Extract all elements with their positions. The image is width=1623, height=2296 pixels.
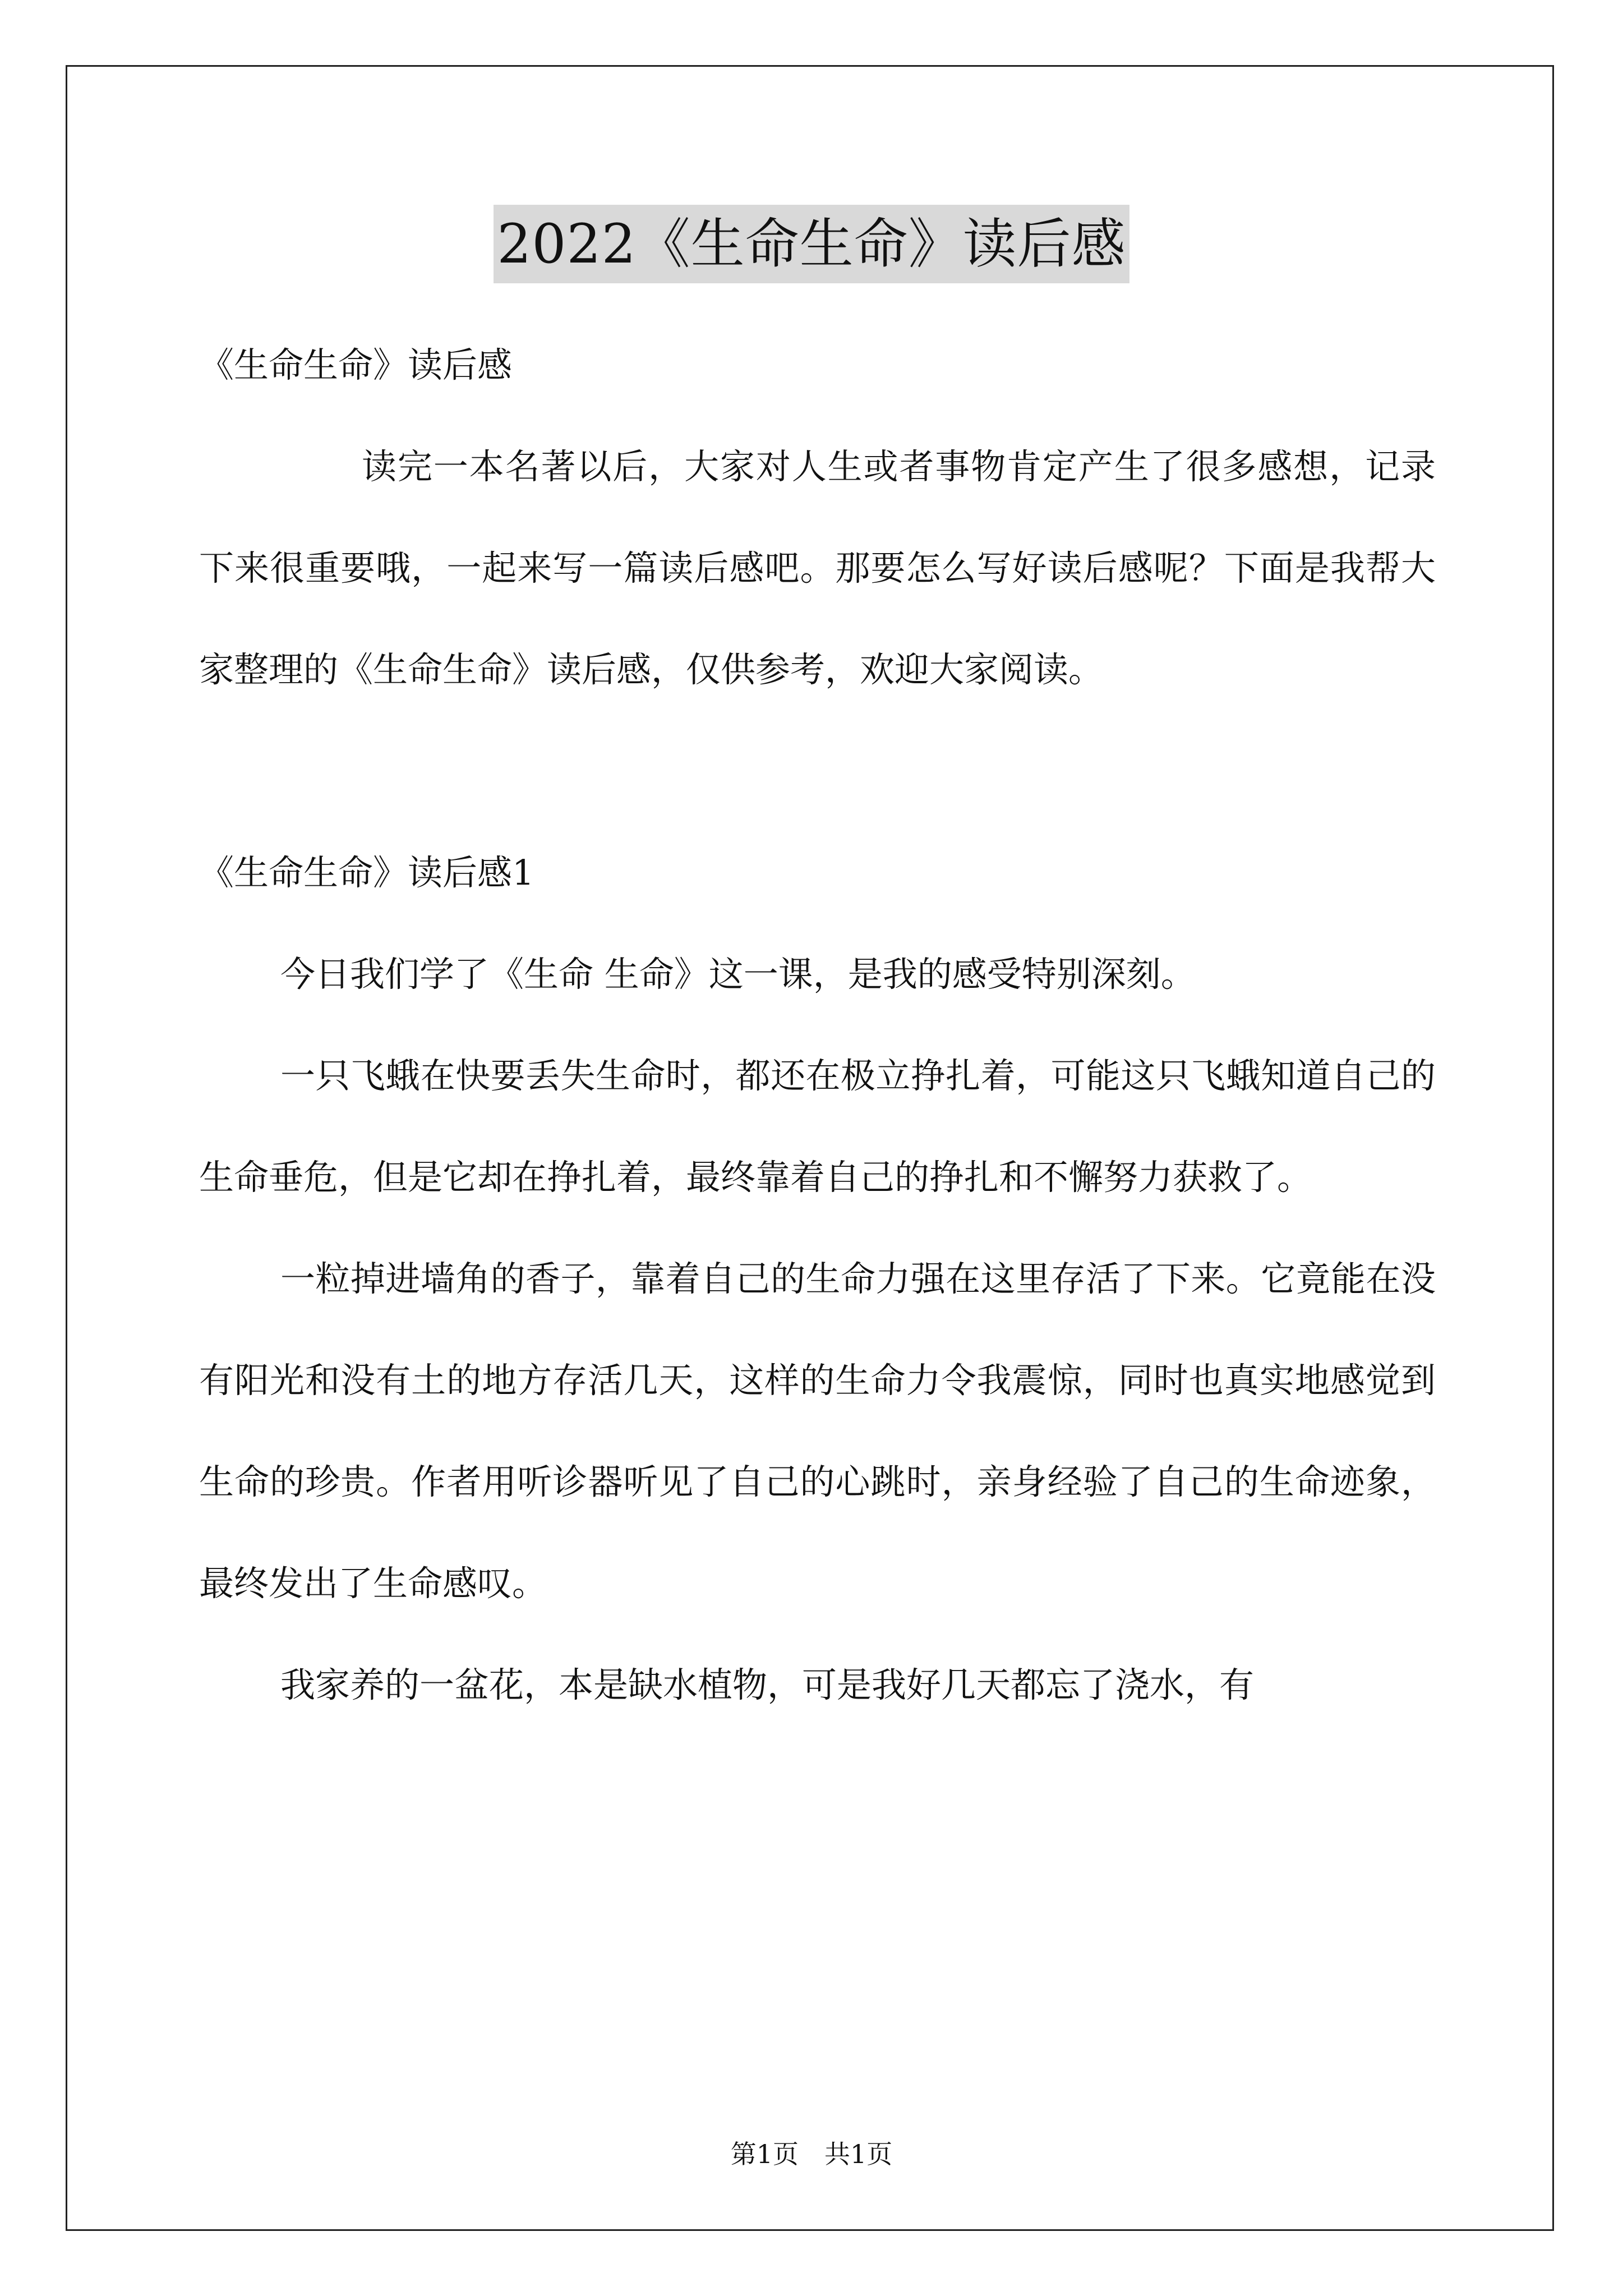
section-gap bbox=[199, 720, 1436, 822]
body-paragraph-3: 一粒掉进墙角的香子，靠着自己的生命力强在这里存活了下来。它竟能在没有阳光和没有土的地方存活几天，这样的生命力令我震惊，同时也真实地感觉到生命的珍贵。作者用听诊器听见了自己的心跳时，亲身经验了自己的生命迹象，最终发出了生命感叹。 bbox=[199, 1258, 1436, 1604]
document-title: 2022《生命生命》读后感 bbox=[494, 205, 1129, 283]
page-footer: 第1页 共1页 bbox=[730, 2139, 893, 2169]
document-body bbox=[199, 314, 1436, 1736]
body-paragraph-4: 我家养的一盆花，本是缺水植物，可是我好几天都忘了浇水，有 bbox=[280, 1664, 1255, 1705]
body-paragraph-2: 一只飞蛾在快要丢失生命时，都还在极立挣扎着，可能这只飞蛾知道自己的生命垂危，但是它却在挣扎着，最终靠着自己的挣扎和不懈努力获救了。 bbox=[199, 1055, 1436, 1198]
section-heading: 《生命生命》读后感1 bbox=[199, 852, 534, 893]
body-paragraph-1: 今日我们学了《生命 生命》这一课，是我的感受特别深刻。 bbox=[280, 954, 1196, 995]
title-container bbox=[0, 205, 1623, 283]
document-subtitle: 《生命生命》读后感 bbox=[199, 344, 513, 385]
intro-paragraph: 读完一本名著以后，大家对人生或者事物肯定产生了很多感想，记录下来很重要哦，一起来写一篇读后感吧。那要怎么写好读后感呢？下面是我帮大家整理的《生命生命》读后感，仅供参考，欢迎大家阅读。 bbox=[199, 446, 1436, 690]
